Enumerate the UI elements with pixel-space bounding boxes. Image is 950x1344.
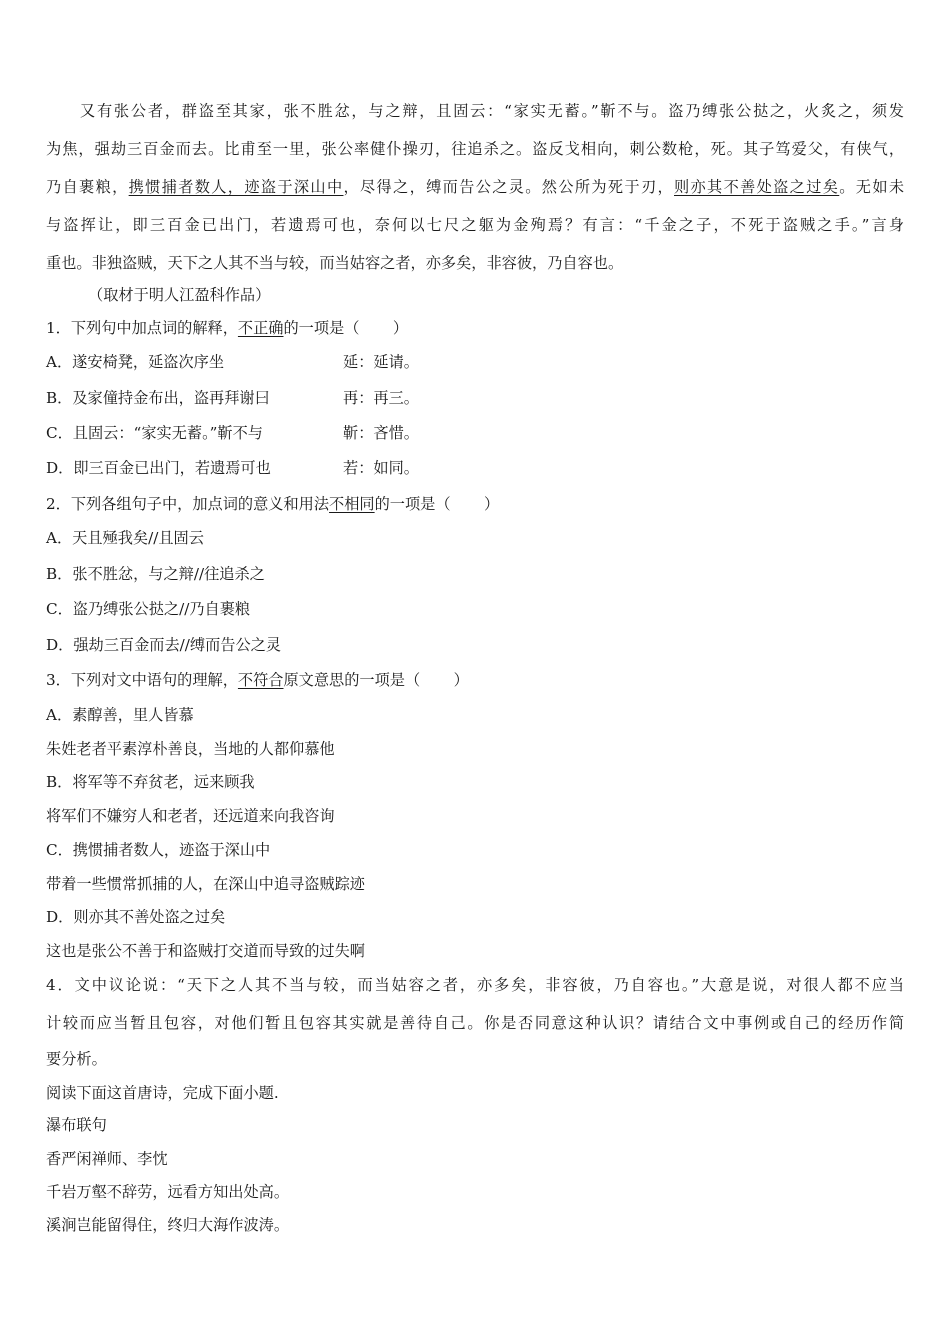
stem-emphasis: 不正确 (237, 319, 284, 337)
question-4-line-3: 要分析。 (46, 1050, 107, 1068)
question-4-line-1: 4．文中议论说：“天下之人其不当与较，而当姑容之者，亦多矣，非容彼，乃自容也。”大意是说，对很人都不应当 (46, 976, 904, 994)
poem-line-2: 溪涧岂能留得住，终归大海作波涛。 (46, 1216, 289, 1234)
q3-option-a[interactable]: A．素醇善，里人皆慕 (46, 706, 194, 724)
passage-line-2: 为焦，强劫三百金而去。比甫至一里，张公率健仆操刃，往追杀之。盗反戈相向，刺公数枪，死。其子笃爱父，有侠气， (46, 140, 904, 158)
passage-source: （取材于明人江盈科作品） (88, 286, 271, 304)
passage-line-1: 又有张公者，群盗至其家，张不胜忿，与之辩，且固云：“家实无蓄。”靳不与。盗乃缚张公挞之，火炙之，须发 (80, 102, 904, 120)
q2-option-c[interactable]: C．盗乃缚张公挞之//乃自裹粮 (46, 600, 251, 618)
stem-emphasis: 不符合 (237, 671, 284, 689)
q2-option-a[interactable]: A．天且殛我矣//且固云 (46, 529, 204, 547)
stem-text: 的一项是（ (283, 319, 360, 337)
poem-intro: 阅读下面这首唐诗，完成下面小题. (46, 1084, 279, 1102)
q3-option-d-explanation: 这也是张公不善于和盗贼打交道而导致的过失啊 (46, 942, 365, 960)
underlined-phrase-1: 携惯捕者数人，迹盗于深山中 (128, 178, 344, 196)
passage-text: 。无如未 (839, 178, 905, 196)
q3-option-c-explanation: 带着一些惯常抓捕的人，在深山中追寻盗贼踪迹 (46, 875, 365, 893)
stem-text: 的一项是（ (374, 495, 451, 513)
q1-gloss-a: 延：延请。 (343, 353, 419, 371)
passage-line-3 (46, 177, 904, 197)
q3-option-a-explanation: 朱姓老者平素淳朴善良，当地的人都仰慕他 (46, 740, 335, 758)
stem-text: ） (392, 319, 409, 337)
question-3-stem (46, 670, 469, 690)
q1-option-b[interactable]: B．及家僮持金布出，盗再拜谢曰 (46, 389, 270, 407)
q1-option-a[interactable]: A．遂安椅凳，延盗次序坐 (46, 353, 225, 371)
stem-text: ） (483, 495, 500, 513)
passage-text: ，尽得之，缚而告公之灵。然公所为死于刃， (343, 178, 674, 196)
stem-text: 1．下列句中加点词的解释， (46, 319, 238, 337)
stem-text: 3．下列对文中语句的理解， (46, 671, 238, 689)
passage-text: 乃自裹粮， (46, 178, 129, 196)
question-4-line-2: 计较而应当暂且包容，对他们暂且包容其实就是善待自己。你是否同意这种认识？请结合文中事例或自己的经历作简 (46, 1014, 904, 1032)
stem-emphasis: 不相同 (329, 495, 375, 513)
q3-option-c[interactable]: C．携惯捕者数人，迹盗于深山中 (46, 841, 271, 859)
q1-option-d[interactable]: D．即三百金已出门，若遗焉可也 (46, 459, 271, 477)
poem-title: 瀑布联句 (46, 1116, 107, 1134)
q3-option-b-explanation: 将军们不嫌穷人和老者，还远道来向我咨询 (46, 807, 335, 825)
q1-gloss-c: 靳：吝惜。 (343, 424, 419, 442)
passage-line-5: 重也。非独盗贼，天下之人其不当与较，而当姑容之者，亦多矣，非容彼，乃自容也。 (46, 254, 624, 272)
question-2-stem (46, 494, 499, 514)
q2-option-b[interactable]: B．张不胜忿，与之辩//往追杀之 (46, 565, 265, 583)
question-1-stem (46, 318, 408, 338)
q2-option-d[interactable]: D．强劫三百金而去//缚而告公之灵 (46, 636, 282, 654)
underlined-phrase-2: 则亦其不善处盗之过矣 (674, 178, 840, 196)
q1-gloss-b: 再：再三。 (343, 389, 419, 407)
passage-line-4: 与盗挥让，即三百金已出门，若遗焉可也，奈何以七尺之躯为金殉焉？有言：“千金之子，不死于盗贼之手。”言身 (46, 216, 904, 234)
q1-gloss-d: 若：如同。 (343, 459, 419, 477)
poem-authors: 香严闲禅师、李忱 (46, 1150, 168, 1168)
stem-text: 2．下列各组句子中，加点词的意义和用法 (46, 495, 330, 513)
poem-line-1: 千岩万壑不辞劳，远看方知出处高。 (46, 1183, 289, 1201)
stem-text: ） (453, 671, 469, 689)
q3-option-b[interactable]: B．将军等不弃贫老，远来顾我 (46, 773, 255, 791)
q3-option-d[interactable]: D．则亦其不善处盗之过矣 (46, 908, 226, 926)
q1-option-c[interactable]: C．且固云：“家实无蓄。”靳不与 (46, 424, 263, 442)
stem-text: 原文意思的一项是（ (283, 671, 421, 689)
